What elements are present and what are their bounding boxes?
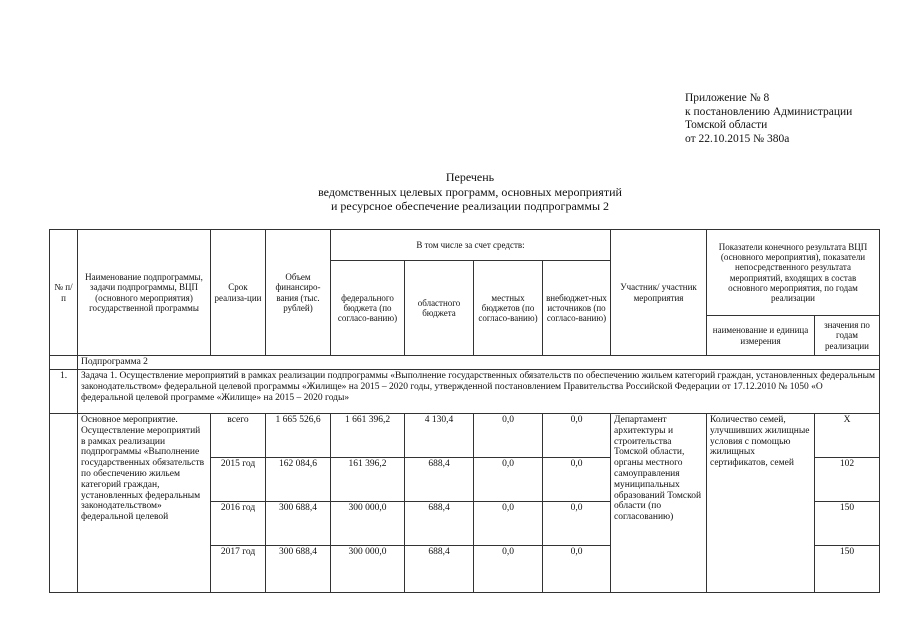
programs-table [49, 229, 880, 593]
row-federal: 300 000,0 [331, 546, 405, 593]
participant: Департамент архитектуры и строительства Томской области, органы местного самоуправления муниципальных образований Томской области (по согласованию) [611, 414, 707, 593]
row-federal: 1 661 396,2 [331, 414, 405, 458]
header-indicators: Показатели конечного результата ВЦП (основного мероприятия), показатели непосредственного результата мероприятий, входящих в состав основного мероприятия, по годам реализации [707, 230, 880, 316]
row-local: 0,0 [474, 458, 543, 502]
row-volume: 300 688,4 [266, 546, 331, 593]
row-regional: 4 130,4 [405, 414, 474, 458]
row-local: 0,0 [474, 414, 543, 458]
cell-empty [50, 414, 78, 593]
appendix-line: от 22.10.2015 № 380а [685, 132, 790, 145]
row-extra: 0,0 [543, 414, 611, 458]
activity-name: Основное мероприятие. Осуществление мероприятий в рамках реализации подпрограммы «Выполнение государственных обязательств по обеспечению жильем категорий граждан, установленных федеральным законодательством» федеральной целевой [78, 414, 211, 593]
cell-empty [50, 356, 78, 370]
appendix-line: к постановлению Администрации [685, 105, 853, 118]
indicator-value: 150 [815, 502, 880, 546]
header-participant: Участник/ участник мероприятия [611, 230, 707, 356]
header-num: № п/п [50, 230, 78, 356]
title-line: Перечень [445, 170, 495, 184]
row-local: 0,0 [474, 546, 543, 593]
document-title [230, 170, 710, 214]
header-volume: Объем финансиро-вания (тыс. рублей) [266, 230, 331, 356]
task-number: 1. [50, 370, 78, 414]
task-text: Задача 1. Осуществление мероприятий в рамках реализации подпрограммы «Выполнение государственных обязательств по обеспечению жильем категорий граждан, установленных федеральным законодательством» федеральной целевой программы «Жилище» на 2015 – 2020 годы, утвержденной постановлением Правительства Российской Федерации от 17.12.2010 № 1050 «О федеральной целевой программе «Жилище» на 2015 – 2020 годы» [78, 370, 880, 414]
row-extra: 0,0 [543, 546, 611, 593]
appendix-block [685, 92, 852, 146]
row-regional: 688,4 [405, 502, 474, 546]
row-federal: 300 000,0 [331, 502, 405, 546]
row-term: 2016 год [211, 502, 266, 546]
row-term: 2017 год [211, 546, 266, 593]
row-federal: 161 396,2 [331, 458, 405, 502]
header-extra: внебюджет-ных источников (по согласо-ванию) [543, 261, 611, 356]
header-name: Наименование подпрограммы, задачи подпрограммы, ВЦП (основного мероприятия) государственной программы [78, 230, 211, 356]
indicator-value: 150 [815, 546, 880, 593]
header-regional: областного бюджета [405, 261, 474, 356]
subprogram-title: Подпрограмма 2 [78, 356, 880, 370]
row-extra: 0,0 [543, 502, 611, 546]
appendix-line: Приложение № 8 [685, 92, 770, 104]
row-volume: 300 688,4 [266, 502, 331, 546]
header-federal: федерального бюджета (по согласо-ванию) [331, 261, 405, 356]
row-regional: 688,4 [405, 458, 474, 502]
row-extra: 0,0 [543, 458, 611, 502]
title-line: и ресурсное обеспечение реализации подпрограммы 2 [330, 199, 610, 213]
header-indicator-values: значения по годам реализации [815, 316, 880, 356]
row-volume: 162 084,6 [266, 458, 331, 502]
row-regional: 688,4 [405, 546, 474, 593]
indicator-name: Количество семей, улучшивших жилищные условия с помощью жилищных сертификатов, семей [707, 414, 815, 593]
indicator-value: 102 [815, 458, 880, 502]
header-term: Срок реализа-ции [211, 230, 266, 356]
row-volume: 1 665 526,6 [266, 414, 331, 458]
header-incl: В том числе за счет средств: [331, 230, 611, 261]
header-local: местных бюджетов (по согласо-ванию) [474, 261, 543, 356]
indicator-value: X [815, 414, 880, 458]
row-term: 2015 год [211, 458, 266, 502]
header-indicator-name: наименование и единица измерения [707, 316, 815, 356]
row-term: всего [211, 414, 266, 458]
title-line: ведомственных целевых программ, основных мероприятий [318, 184, 622, 199]
appendix-line: Томской области [685, 119, 768, 131]
row-local: 0,0 [474, 502, 543, 546]
